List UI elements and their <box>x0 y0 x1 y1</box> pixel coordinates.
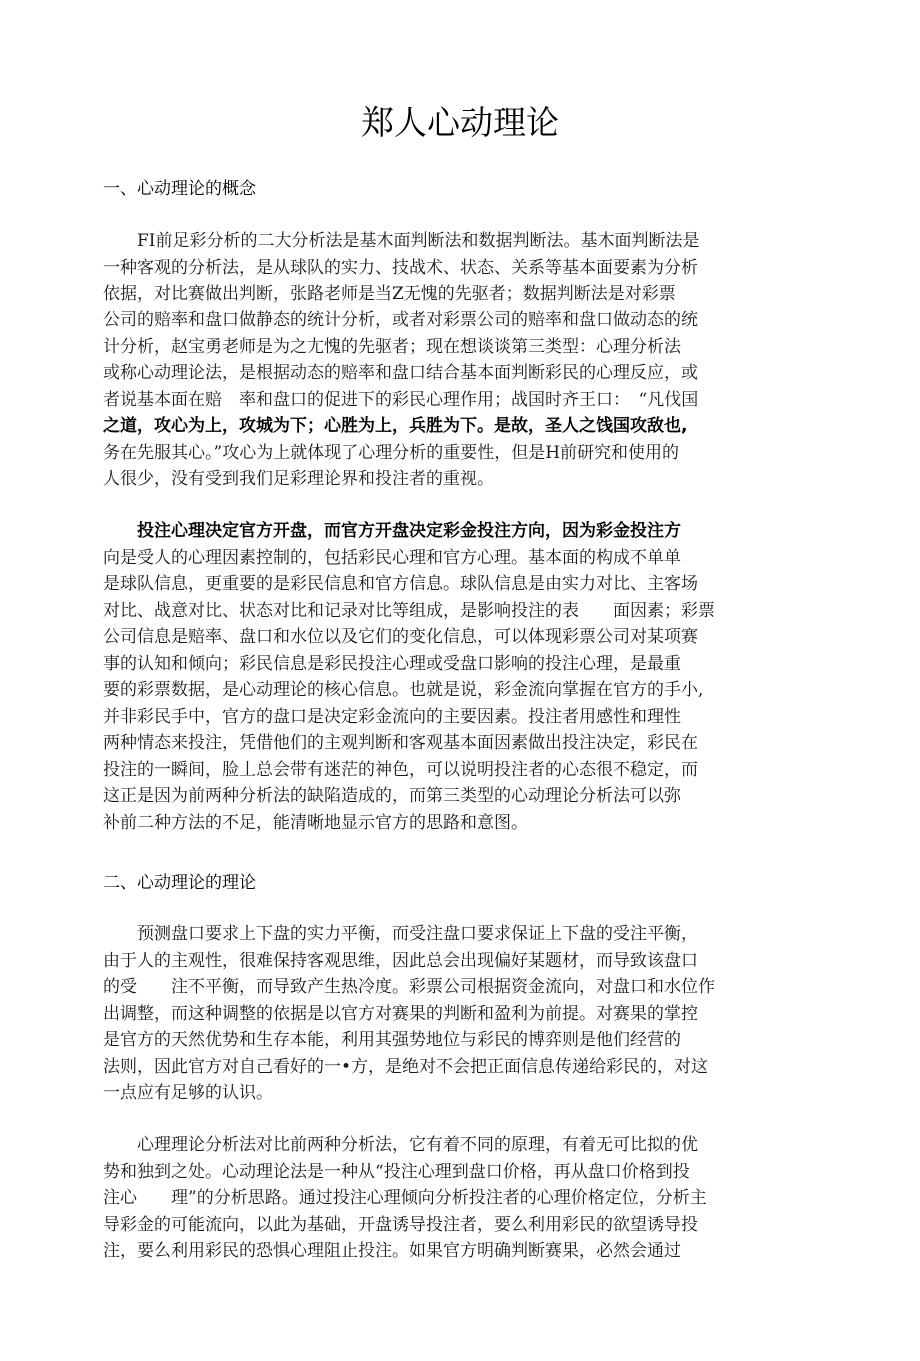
paragraph-line: 导彩金的可能流向，以此为基础，开盘诱导投注者，要么利用彩民的欲望诱导投 <box>103 1215 698 1235</box>
paragraph-line: 心理理论分析法对比前两种分析法，它有着不同的原理，有着无可比拟的优 <box>103 1135 698 1155</box>
paragraph-line: 是球队信息，更重要的是彩民信息和官方信息。球队信息是由实力对比、主客场 <box>103 574 698 594</box>
paragraph-line: 要的彩票数据，是心动理论的核心信息。也就是说，彩金流向掌握在官方的手小, <box>103 680 704 700</box>
paragraph-line: 向是受人的心理因素控制的，包括彩民心理和官方心理。基本面的构成不单单 <box>103 548 681 568</box>
paragraph-line: 注，要么利用彩民的恐惧心理阻止投注。如果官方明确判断赛果，必然会通过 <box>103 1241 681 1261</box>
paragraph-line: 依据，对比赛做出判断，张路老师是当Z无愧的先驱者；数据判断法是对彩票 <box>103 284 676 304</box>
paragraph-line: 计分析，赵宝勇老师是为之尢愧的先驱者；现在想谈谈第三类型：心理分析法 <box>103 337 681 357</box>
paragraph-line: 者说基本面在赔 率和盘口的促进下的彩民心理作用；战国时齐王口： “凡伐国 <box>103 390 699 410</box>
paragraph-line: FI前足彩分析的二大分析法是基木面判断法和数据判断法。基木面判断法是 <box>103 231 700 251</box>
paragraph-line: 并非彩民手中，官方的盘口是决定彩金流向的主要因素。投注者用感性和理性 <box>103 707 681 727</box>
paragraph-line: 的受 注不平衡，而导致产生热冷度。彩票公司根据资金流向，对盘口和水位作 <box>103 977 715 997</box>
paragraph-line-quote: 之道，攻心为上，攻城为下；心胜为上，兵胜为下。是故，圣人之饯国攻敌也, <box>103 416 688 436</box>
paragraph-line: 这正是因为前两种分析法的缺陷造成的，而第三类型的心动理论分析法可以弥 <box>103 786 681 806</box>
paragraph-line: 势和独到之处。心动理论法是一种从“投注心理到盘口价格，再从盘口价格到投 <box>103 1162 690 1182</box>
paragraph-line: 或称心动理论法，是根据动态的赔率和盘口结合基本面判断彩民的心理反应，或 <box>103 363 698 383</box>
paragraph-line: 一种客观的分析法，是从球队的实力、技战术、状态、关系等基本面要素为分析 <box>103 258 698 278</box>
paragraph-line: 法则，因此官方对自己看好的一•方，是绝对不会把正面信息传递给彩民的，对这 <box>103 1057 709 1077</box>
document-title: 郑人心动理论 <box>361 103 559 142</box>
section-heading-1: 一、心动理论的概念 <box>103 179 256 199</box>
paragraph-line: 事的认知和倾向；彩民信息是彩民投注心理或受盘口影响的投注心理，是最重 <box>103 654 681 674</box>
paragraph-line: 两种情态来投注，凭借他们的主观判断和客观基本面因素做出投注决定，彩民在 <box>103 733 698 753</box>
paragraph-line: 人很少，没有受到我们足彩理论界和投注者的重视。 <box>103 469 494 489</box>
paragraph-line: 公司信息是赔率、盘口和水位以及它们的变化信息，可以体现彩票公司对某项赛 <box>103 627 698 647</box>
paragraph-line: 补前二种方法的不足，能清晰地显示官方的思路和意图。 <box>103 813 528 833</box>
paragraph-line: 对比、战意对比、状态对比和记录对比等组成，是影响投注的表 面因素；彩票 <box>103 601 715 621</box>
paragraph-line: 一点应有足够的认识。 <box>103 1083 273 1103</box>
paragraph-line: 预测盘口要求上下盘的实力平衡，而受注盘口要求保证上下盘的受注平衡， <box>103 924 698 944</box>
paragraph-line: 务在先服其心。”攻心为上就体现了心理分析的重要性，但是H前研究和使用的 <box>103 443 680 463</box>
paragraph-line: 投注的一瞬间，脸丄总会带有迷茫的神色，可以说明投注者的心态很不稳定，而 <box>103 760 698 780</box>
paragraph-line: 注心 理”的分析思路。通过投注心理倾向分析投注者的心理价格定位，分析主 <box>103 1188 707 1208</box>
paragraph-line: 由于人的主观性，很难保持客观思维，因此总会出现偏好某题材，而导致该盘口 <box>103 951 698 971</box>
paragraph-line-emphasis: 投注心理决定官方开盘，而官方开盘决定彩金投注方向，因为彩金投注方 <box>103 521 681 541</box>
paragraph-line: 出调整，而这种调整的依据是以官方对赛果的判断和盈利为前提。对赛果的掌控 <box>103 1004 698 1024</box>
paragraph-line: 是官方的天然优势和生存本能，利用其强势地位与彩民的博弈则是他们经营的 <box>103 1030 681 1050</box>
paragraph-line: 公司的赔率和盘口做静态的统计分析，或者对彩票公司的赔率和盘口做动态的统 <box>103 310 698 330</box>
section-heading-2: 二、心动理论的理论 <box>103 873 256 893</box>
